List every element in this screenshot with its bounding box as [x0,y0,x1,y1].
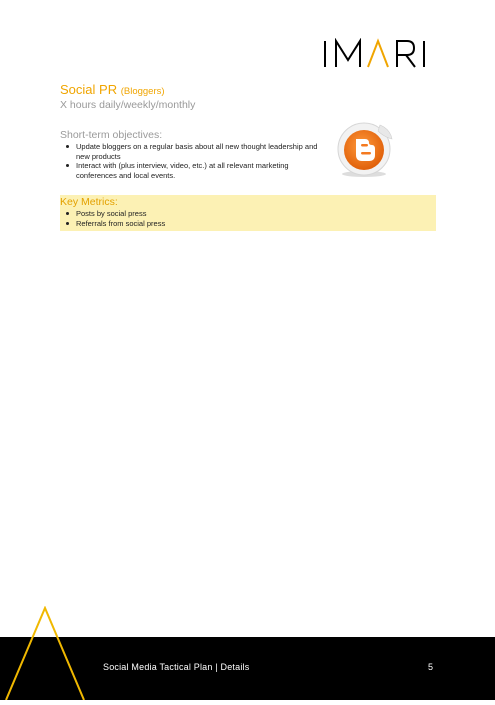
section-title [60,82,165,100]
objective-item: Update bloggers on a regular basis about all new thought leadership and new products [60,142,322,161]
metrics-heading: Key Metrics: [60,196,118,208]
section-title-main: Social PR [60,82,118,97]
triangle-decoration-icon [0,606,90,700]
imari-logo [322,38,428,70]
blogger-icon [332,119,398,179]
objectives-list [60,142,322,180]
key-metrics-box [60,195,436,231]
section-title-suffix: (Bloggers) [120,86,165,97]
metric-item: Posts by social press [60,209,165,219]
objective-item: Interact with (plus interview, video, etc.) at all relevant marketing conferences and local events. [60,161,322,180]
metric-item: Referrals from social press [60,219,165,229]
section-frequency: X hours daily/weekly/monthly [60,99,196,111]
page-number: 5 [428,662,434,672]
objectives-heading: Short-term objectives: [60,129,163,141]
footer-title: Social Media Tactical Plan | Details [103,662,250,672]
